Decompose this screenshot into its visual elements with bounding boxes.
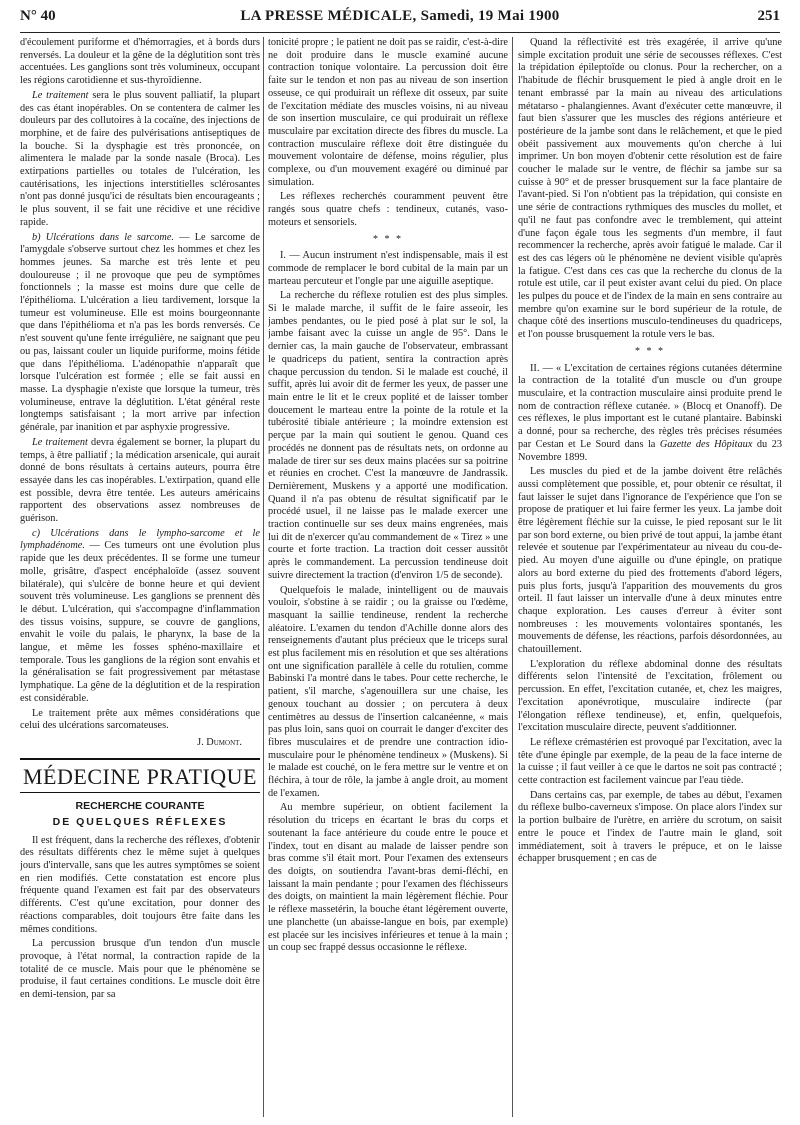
section-header xyxy=(20,758,260,793)
paragraph: Les muscles du pied et de la jambe doivent être relâchés aussi complètement que possible, et, pour obtenir ce résultat, il faut laisser le sujet dans l'ignorance de l'expérience que l'on se propose de pratiquer et lui faire fermer les yeux. La jambe doit être légèrement fléchie sur la cuisse, le pied reposant sur le lit par son bord externe, ou bien privé de tout appui, la jambe étant relevée et soutenue par l'expérimentateur au niveau du cou-de-pied. Au moyen d'une aiguille ou d'une épingle, on pratique alors au bord externe du pied des frottements d'abord légers, puis plus forts, jusqu'à l'apparition des mouvements du gros orteil. Il faut laisser un intervalle d'une à deux minutes entre chaque exploration. Les causes d'erreur à éviter sont nombreuses : les mouvements volontaires spontanés, les mouvements de défense, les réactions, parfois désordonnées, au chatouillement. xyxy=(518,466,782,656)
cited-journal: Gazette des Hôpitaux xyxy=(659,438,753,450)
article-subtitle: DE QUELQUES RÉFLEXES xyxy=(52,815,228,828)
paragraph: La recherche du réflexe rotulien est des plus simples. Si le malade marche, il suffit de le faire asseoir, les jambes pendantes, ou le pied posé à plat sur le sol, la jambe faisant avec la cuisse un angle de 95°. Dans le dernier cas, la main gauche de l'observateur, embrassant le quadriceps du patient, sentira la contraction après chaque percussion du tendon. Si le malade est couché, il suffit, après lui avoir dit de fermer les yeux, de passer une main entre le lit et le creux poplité et de laisser tomber doucement le marteau entre la pointe de la rotule et la tubérosité tibiale antérieure ; la moindre extension est perçue par la main qui soutient le genou. Quand ces procédés ne donnent pas de résultats nets, on ordonne au malade de tirer sur ses deux mains placées sur sa poitrine et réunies en crochet. C'est la manœuvre de Jandrassik. Dernièrement, Muskens y a apporté une modification. Quand il n'a pas obtenu de résultat significatif par le procédé usuel, il ne laisse pas le malade exercer une traction continuelle sur ses deux mains engrenées, mais lui dit de n'exercer qu'au commandement de « Tirez » une courte et forte traction. La traction doit cesser aussitôt après le commandement. La percussion tendineuse doit suivre directement la traction (d'environ 1/5 de seconde). xyxy=(268,290,508,581)
run-in-heading: Le traitement xyxy=(32,89,89,101)
paragraph-text: — Ces tumeurs ont une évolution plus rapide que les deux précédentes. Il se forme une tumeur molle, grisâtre, d'aspect encéphaloïde (assez souvent bilatérale), qui s'ulcère de bonne heure et qui devient souvent très volumineuse. Les ganglions se prennent dès le début. L'ulcération, qui s'accompagne d'inflammation des tissus voisins, suppure, se couvre de ganglions, envahit le voile du palais, le pharynx, la base de la langue, et même les fosses sphéno-maxillaire et temporale. Tous les ganglions de la région sont envahis et la généralisation se fait progressivement par métastase lymphatique. La gêne de la déglutition et de la respiration est considérable. xyxy=(20,540,260,704)
column-divider xyxy=(512,37,513,1117)
section-break-stars: * * * xyxy=(373,233,403,245)
column-2 xyxy=(268,37,508,1117)
paragraph xyxy=(20,528,260,706)
page-header xyxy=(20,8,780,30)
paragraph: I. — Aucun instrument n'est indispensable, mais il est commode de remplacer le bord cubital de la main par un marteau percuteur et l'ongle par une aiguille aseptique. xyxy=(268,250,508,287)
article-title: RECHERCHE COURANTE xyxy=(75,799,205,812)
author-signature: J. Dumont. xyxy=(197,736,242,748)
paragraph xyxy=(20,90,260,230)
section-break-stars: * * * xyxy=(635,345,665,357)
paragraph-text: sera le plus souvent palliatif, la plupart des cas étant inopérables. On se contentera de calmer les douleurs par des collutoires à la cocaïne, des injections de morphine, et de faire des pulvérisations antiseptiques de la bouche. Si la dysphagie est très prononcée, on alimentera le malade par la sonde nasale (Broca). Les extirpations partielles ou totales de l'ulcération, les cautérisations, les injections interstitielles sclérosantes n'ont pas donné jusqu'ici de résultats bien encourageants ; le plus souvent, il se fait une récidive et une récidive rapide. xyxy=(20,89,260,228)
paragraph: La percussion brusque d'un tendon d'un muscle provoque, à l'état normal, la contraction rapide de la totalité de ce muscle. Mais pour que le phénomène se produise, il faut certaines conditions. Le muscle doit être en demi-tension, par sa xyxy=(20,938,260,1001)
header-rule xyxy=(20,32,780,33)
paragraph-text: II. — « L'excitation de certaines régions cutanées détermine la contraction de la totalité d'un muscle ou d'un groupe musculaire, et la contraction musculaire ainsi produite prend le nom de contraction réflexe cutanée. » (Blocq et Onanoff). De ces réflexes, le plus important est le cutané plantaire. Babinski a donné, pour sa recherche, des règles très précises résumées par Cestan et Le Sourd dans la xyxy=(518,362,782,450)
paragraph xyxy=(518,363,782,465)
paragraph xyxy=(20,232,260,435)
run-in-heading: c) Ulcérations dans le lympho-sarcome et le lymphadénome. xyxy=(20,527,260,552)
journal-title: LA PRESSE MÉDICALE, Samedi, 19 Mai 1900 xyxy=(240,8,560,24)
paragraph: Le réflexe crémastérien est provoqué par l'excitation, avec la tête d'une épingle par exemple, de la peau de la face interne de la cuisse ; il faut veiller à ce que le dartos ne soit pas contracté ; cette contraction est facilement vaincue par l'eau tiède. xyxy=(518,736,782,787)
paragraph: d'écoulement puriforme et d'hémorragies, et à bords durs renversés. La douleur et la gêne de la déglutition sont très accentuées. Les ganglions sont très volumineux, occupant les régions carotidienne et sus-thyroïdienne. xyxy=(20,37,260,87)
paragraph: Dans certains cas, par exemple, de tabes au début, l'examen du réflexe bulbo-caverneux s'impose. On place alors l'index sur la portion bulbaire de l'urètre, en arrière du scrotum, on saisit entre le pouce et l'index de l'autre main le gland, soit immédiatement, soit à travers le prépuce, et on le laisse échapper brusquement ; en cas de xyxy=(518,789,782,865)
paragraph xyxy=(20,437,260,526)
paragraph: Au membre supérieur, on obtient facilement la résolution du triceps en écartant le bras du corps et soutenant la face antérieure du coude entre le pouce et l'index, tout en disant au malade de laisser pendre son bras comme s'il était mort. Pour l'examen des extenseurs des doigts, on soutiendra l'avant-bras demi-fléchi, en laissant la main pendante ; pour l'examen des fléchisseurs des doigts, on maintient la main légèrement fléchie. Pour le réflexe massetérin, la bouche étant légèrement ouverte, une planchette (un abaisse-langue en bois, par exemple) est placée sur les incisives inférieures et tenue à la main ; un coup sec frappé dessus occasionne le réflexe. xyxy=(268,802,508,954)
run-in-heading: Le traitement xyxy=(32,436,88,448)
paragraph: tonicité propre ; le patient ne doit pas se raidir, c'est-à-dire ne doit produire dans le muscle examiné aucune contraction tonique volontaire. La percussion doit être faite sur le tendon et non pas au niveau de son insertion osseuse, ce qui produirait un réflexe dit osseux, par suite de l'excitation médiate des muscles voisins, ni au niveau de son insertion musculaire, ce qui produirait un réflexe musculaire par excitation directe des fibres du muscle. La contraction musculaire réflexe doit être distinguée du mouvement volontaire de défense, moins régulier, plus complexe, ou d'un mouvement exagéré ou diminué par simulation. xyxy=(268,37,508,188)
paragraph: Quelquefois le malade, inintelligent ou de mauvais vouloir, s'obstine à se raidir ; ou la graisse ou l'œdème, masquant la saillie tendineuse, rendent la recherche aléatoire. L'examen du tendon d'Achille donne alors des renseignements d'autant plus précieux que le triceps sural est plus facilement mis en résolution et que ses altérations ont une signification parallèle à celle du rotulien, comme Babinski l'a montré dans le tabes. Pour cette recherche, le patient, s'il marche, s'agenouillera sur une chaise, les genoux touchant au dossier ; on percutera à deux centimètres au dessus de l'insertion calcanéenne, « mais pas plus loin, sans quoi on courrait le danger d'exciter des fibres musculaires et de prendre une contraction idio-musculaire pour le phénomène tendineux » (Muskens). Si le malade est couché, on le fera mettre sur le ventre et on fléchira, à tour de rôle, la jambe à angle droit, au moment de l'examen. xyxy=(268,584,508,799)
page-number: 251 xyxy=(757,8,780,24)
paragraph-text: — Le sarcome de l'amygdale s'observe surtout chez les hommes et chez les hommes jeunes. Sa marche est très lente et peu douloureuse ; il ne provoque que peu de symptômes fonctionnels ; la masse est moins dure que celle de l'épithélioma. L'ulcération a lieu tardivement, lorsque la tumeur est volumineuse. Elle est moins bourgeonnante que dans l'épithélioma et n'a pas les bords renversés. Ce n'est souvent qu'une fente irrégulière, ne saignant que peu ou pas, laissant couler un liquide puriforme, moins fétide que dans l'épithélioma. L'adénopathie n'apparaît que lorsque l'ulcération est formée ; elle se fait aussi en masse. La dysphagie n'existe que lorsque la tumeur, très volumineuse, entrave la déglutition. L'état général reste longtemps satisfaisant ; la mort arrive par infection générale, par inanition et par asphyxie progressive. xyxy=(20,231,260,434)
section-title: MÉDECINE PRATIQUE xyxy=(23,763,257,789)
paragraph: Quand la réflectivité est très exagérée, il arrive qu'une simple excitation produit une série de secousses réflexes. C'est la trépidation épileptoïde ou clonus. Pour la rechercher, on a l'habitude de fléchir brusquement le pied à angle droit en le tenant embrassé par la main au niveau des articulations métatarso - phalangiennes. Avant d'exécuter cette manœuvre, il faut bien s'assurer que les muscles des régions antérieure et postérieure de la jambe sont dans le relâchement, et que le pied obéit passivement aux mouvements qu'on cherche à lui imprimer. Un bon moyen d'obtenir cette résolution est de faire coucher le malade sur le ventre, de fléchir sa jambe sur sa cuisse à 90° et de presser brusquement sur la face plantaire de l'avant-pied. Si l'on n'obtient pas la trépidation, qui consiste en une série de contractions rythmiques des muscles du mollet, et qu'il ne faut pas confondre avec le tremblement, qui atteint d'une façon égale tous les segments d'un membre, il faut recommencer la recherche, après avoir fatigué le malade. Car il est des cas légers où le phénomène ne devient visible qu'après la fatigue. C'est dans ces cas que la recherche du clonus de la rotule est utile, car il peut exister avant celui du pied. On place les pulpes du pouce et de l'index de la main en sens contraire au membre qu'on examine sur le bord supérieur de la rotule, de chaque côté des insertions musculo-tendineuses du quadriceps, et l'on pousse brusquement la rotule vers le bas. xyxy=(518,37,782,341)
paragraph-text: du 23 Novembre 1899. xyxy=(518,438,782,463)
column-1 xyxy=(20,37,260,1117)
run-in-heading: b) Ulcérations dans le sarcome. xyxy=(32,231,174,243)
paragraph: Le traitement prête aux mêmes considérations que celui des ulcérations sarcomateuses. xyxy=(20,707,260,732)
paragraph: Il est fréquent, dans la recherche des réflexes, d'obtenir des résultats différents chez le même sujet à quelques jours d'intervalle, sans que les autres symptômes se soient en rien modifiés. Cette constatation est encore plus fréquente quand l'examen est fait par des observateurs différents. C'est qu'une excitation, pour donner des réactions comparables, doit toujours être faite dans les mêmes conditions. xyxy=(20,834,260,935)
paragraph: L'exploration du réflexe abdominal donne des résultats différents selon l'intensité de l'excitation, frôlement ou percussion. En effet, l'excitation cutanée, et, chez les maigres, l'excitation aponévrotique, musculaire indirecte (par l'élongation réflexe tendineuse), et, enfin, quelquefois, l'excitation musculaire directe, peuvent s'additionner. xyxy=(518,658,782,734)
paragraph-text: devra également se borner, la plupart du temps, à être palliatif ; la médication arsenicale, qui aurait donné de bons résultats à certains auteurs, pourra être essayée dans les cas inopérables. L'extirpation, quand elle est possible, devra être tentée. Les auteurs américains rapportent des observations assez nombreuses de guérison. xyxy=(20,436,260,525)
column-divider xyxy=(263,37,264,1117)
paragraph: Les réflexes recherchés couramment peuvent être rangés sous quatre chefs : tendineux, cutanés, vaso-moteurs et sensoriels. xyxy=(268,191,508,228)
column-3 xyxy=(518,37,782,1117)
issue-number: N° 40 xyxy=(20,8,56,24)
